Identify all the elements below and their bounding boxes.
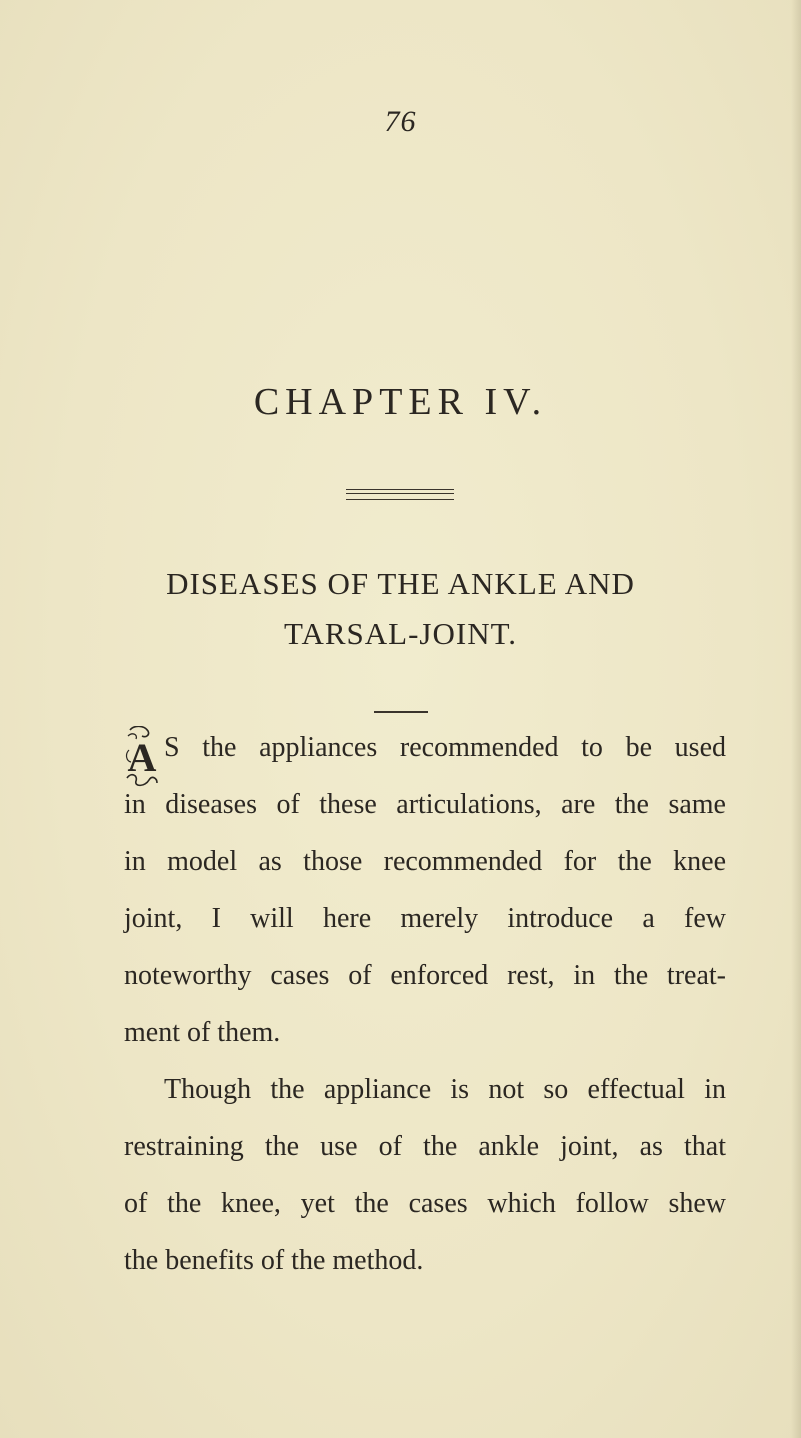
chapter-title-line-2: TARSAL-JOINT.: [284, 616, 517, 651]
paragraph-1-line-2: in diseases of these articulations, are the same: [124, 789, 726, 820]
paragraph-1-line-6: ment of them.: [124, 1017, 281, 1048]
paragraph-2-line-2: restraining the use of the ankle joint, as that: [124, 1131, 726, 1162]
paragraph-2-line-3: of the knee, yet the cases which follow shew: [124, 1188, 726, 1219]
double-rule-divider: [346, 489, 454, 500]
paragraph-1-line-3: in model as those recommended for the knee: [124, 846, 726, 877]
page-number: 76: [384, 105, 417, 138]
paragraph-2-line-1: Though the appliance is not so effectual in: [164, 1074, 726, 1105]
page-edge-shadow: [791, 0, 801, 1438]
paragraph-1-line-4: joint, I will here merely introduce a few: [124, 903, 726, 934]
chapter-heading: CHAPTER IV.: [253, 381, 548, 423]
paragraph-1-line-5: noteworthy cases of enforced rest, in the treat-: [124, 960, 726, 991]
chapter-title-line-1: DISEASES OF THE ANKLE AND: [166, 566, 635, 601]
drop-cap-letter: A: [127, 735, 157, 780]
paragraph-2-line-4: the benefits of the method.: [124, 1245, 424, 1276]
short-rule-divider: [374, 711, 428, 713]
paragraph-1-line-1: S the appliances recommended to be used: [164, 732, 726, 763]
